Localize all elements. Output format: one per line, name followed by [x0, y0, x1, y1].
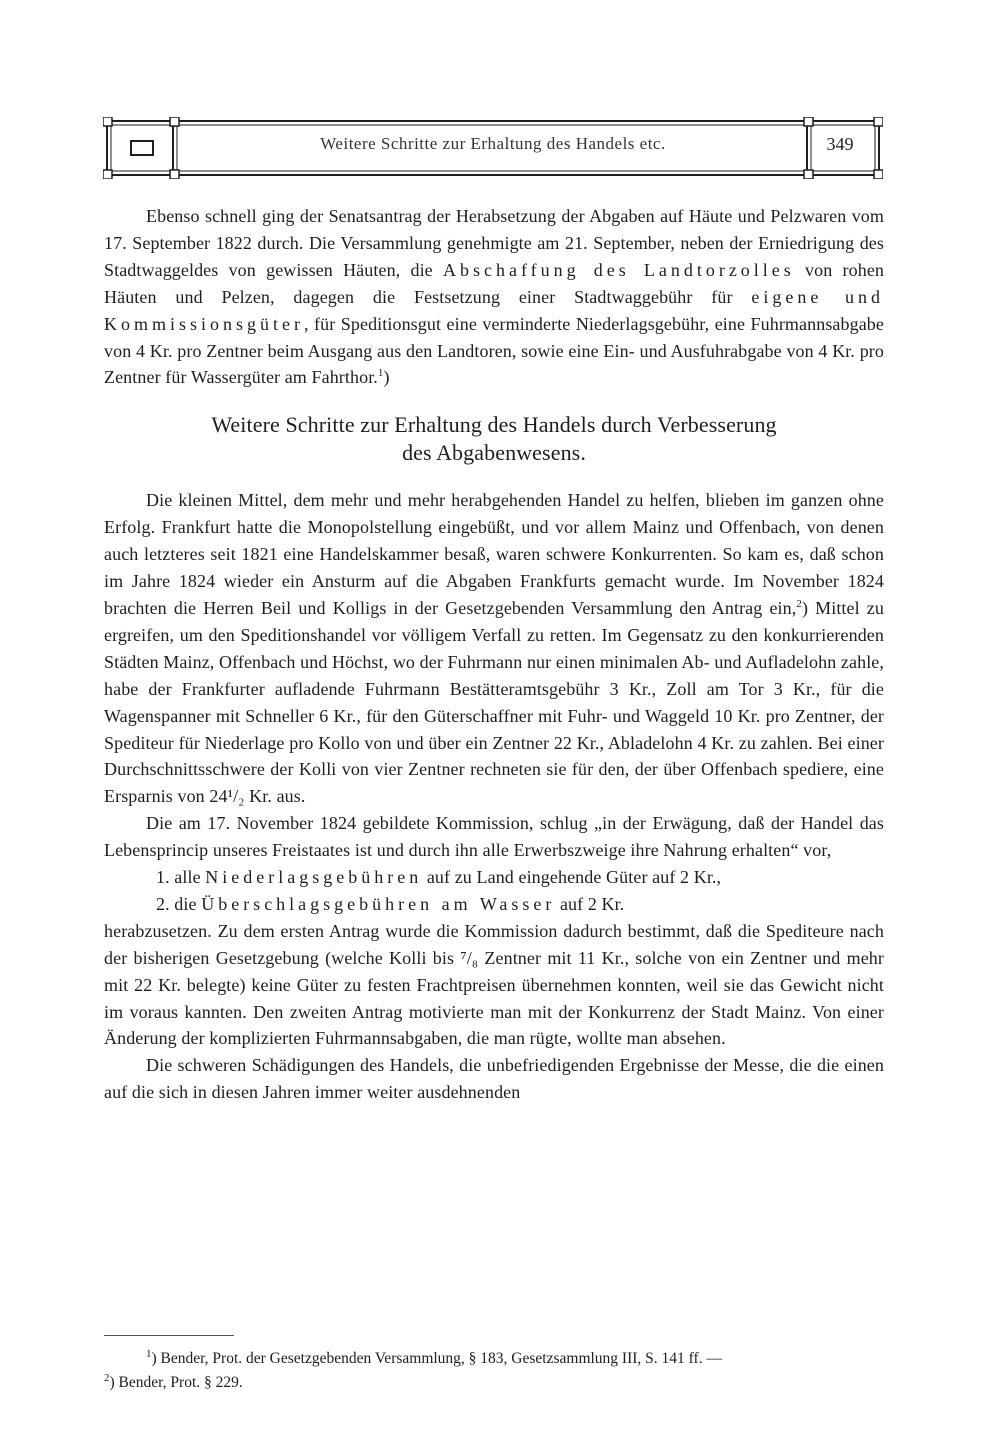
paragraph-2: Die kleinen Mittel, dem mehr und mehr herabgehenden Handel zu helfen, blieben im ganzen ohne Erfolg. Frankfurt hatte die Monopolstellung eingebüßt, und vor allem Mainz und Offenbach, von denen auch letzteres seit 1821 eine Handelskammer besaß, waren schwere Konkurrenten. So kam es, daß schon im Jahre 1824 wieder ein Ansturm auf die Abgaben Frankfurts gemacht wurde. Im November 1824 brachten die Herren Beil und Kolligs in der Gesetzgebenden Versammlung den Antrag ein,$^2$) Mittel zu ergreifen, um den Speditionshandel vor völligem Verfall zu retten. Im Gegensatz zu den konkurrierenden Städten Mainz, Offenbach und Höchst, wo der Fuhrmann nur einen minimalen Ab- und Aufladelohn zahle, habe der Frankfurter aufladende Fuhrmann Bestätteramtsgebühr 3 Kr., Zoll am Tor 3 Kr., für die Wagenspanner mit Schneller 6 Kr., für den Güterschaffner mit Fuhr- und Waggeld 10 Kr. pro Zentner, der Spediteur für Niederlage pro Kollo von und über ein Zentner 22 Kr., Abladelohn 4 Kr. zu zahlen. Bei einer Durchschnittsschwere der Kolli von vier Zentner rechneten sie für den, der über Offenbach spediere, eine Ersparnis von 24¹/₂ Kr. aus.: [104, 490, 884, 807]
footnote-ref-2: 2: [796, 597, 802, 610]
section-heading-line-2: des Abgabenwesens.: [402, 440, 586, 466]
spaced-emphasis: Überschlagsgebühren am Wasser: [201, 893, 556, 914]
paragraph-3: Die am 17. November 1824 gebildete Kommission, schlug „in der Erwägung, daß der Handel das Lebensprincip unseres Freistaates ist und durch ihn alle Erwerbszweige ihre Nahrung erhalten“ vor,: [104, 813, 884, 861]
footnotes: [104, 1347, 894, 1395]
paragraph-5: Die schweren Schädigungen des Handels, die unbefriedigenden Ergebnisse der Messe, die die einen auf die sich in diesen Jahren immer weiter ausdehnenden: [104, 1055, 884, 1103]
paragraph-1: Ebenso schnell ging der Senatsantrag der Herabsetzung der Abgaben auf Häute und Pelzwaren vom 17. September 1822 durch. Die Versammlung genehmigte am 21. September, neben der Erniedrigung des Stadtwaggeldes von gewissen Häuten, die Abschaffung des Landtorzolles von rohen Häuten und Pelzen, dagegen die Festsetzung einer Stadtwaggebühr für eigene und Kommissionsgüter, für Speditionsgut eine verminderte Niederlagsgebühr, eine Fuhrmannsabgabe von 4 Kr. pro Zentner beim Ausgang aus den Landtoren, sowie eine Ein- und Ausfuhrabgabe von 4 Kr. pro Zentner für Wassergüter am Fahrthor.$^1$): [104, 206, 885, 388]
footnote-ref-1: 1: [377, 367, 384, 380]
list-item-2: 2. die Überschlagsgebühren am Wasser auf 2 Kr.: [156, 893, 625, 914]
body-text: [104, 203, 884, 1106]
paragraph-4: herabzusetzen. Zu dem ersten Antrag wurde die Kommission dadurch bestimmt, daß die Spediteure nach der bisherigen Gesetzgebung (welche Kolli bis ⁷/₈ Zentner mit 11 Kr., solche von ein Zentner und mehr mit 22 Kr. belegte) keine Güter zu festen Frachtpreisen übernehmen konnten, weil sie das Gewicht nicht im voraus kannten. Den zweiten Antrag motivierte man mit der Konkurrenz der Stadt Mainz. Von einer Änderung der komplizierten Fuhrmannsabgaben, die man rügte, wollte man absehen.: [104, 920, 884, 1049]
running-title: Weitere Schritte zur Erhaltung des Handels etc.: [320, 134, 666, 153]
footnote-separator: [104, 1335, 234, 1336]
running-header: [103, 117, 883, 179]
fraction: ¹/₂: [227, 786, 245, 807]
section-heading: [104, 411, 884, 467]
spaced-emphasis: Niederlagsgebühren: [205, 867, 423, 888]
fraction: ⁷/₈: [460, 947, 479, 968]
section-heading-line-1: Weitere Schritte zur Erhaltung des Handels durch Verbesserung: [211, 412, 777, 438]
page-number: 349: [826, 134, 854, 154]
list-item-1: 1. alle Niederlagsgebühren auf zu Land eingehende Güter auf 2 Kr.,: [156, 867, 722, 888]
footnote-2: $^2$) Bender, Prot. § 229.: [104, 1371, 243, 1391]
spaced-emphasis: Abschaffung des Landtorzolles: [442, 259, 795, 280]
footnote-1: $^1$) Bender, Prot. der Gesetzgebenden Versammlung, § 183, Gesetzsammlung III, S. 141 ff. —: [146, 1347, 722, 1367]
spaced-emphasis: eigene und Kommissionsgüter: [104, 286, 884, 334]
